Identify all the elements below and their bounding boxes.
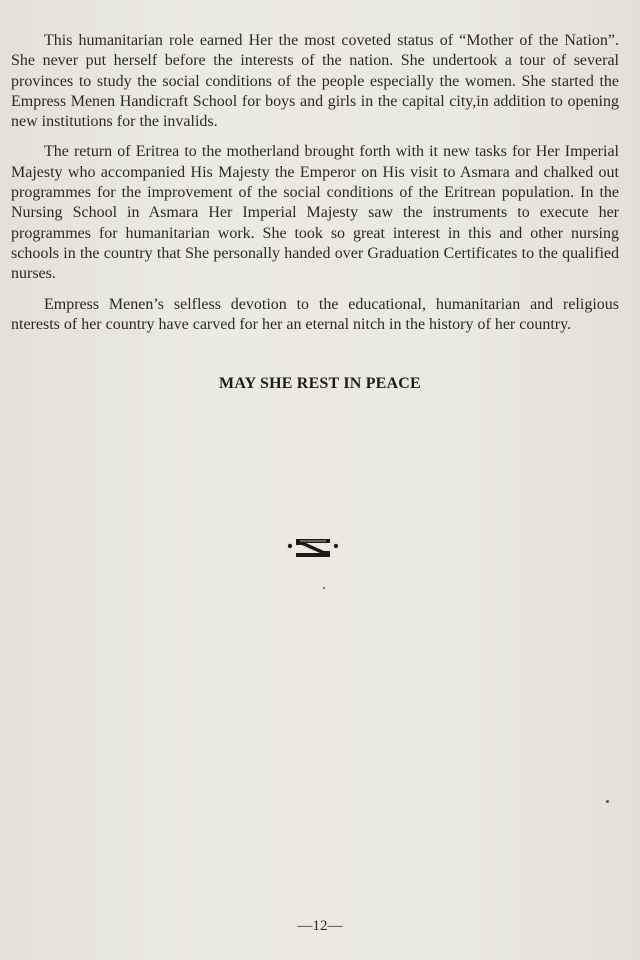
paragraph-devotion: Empress Menen’s selfless devotion to the educational, humanitarian and religious nterests of her country have carved for her an eternal nitch in the history of her country. [11, 295, 619, 333]
paragraph-mother-of-nation: This humanitarian role earned Her the most coveted status of “Mother of the Nation”. She never put herself before the interests of the nation. She undertook a tour of several provinces to study the social conditions of the people especially the women. She started the Empress Menen Handicraft School for boys and girls in the capital city,in addition to opening new institutions for the invalids. [11, 32, 619, 131]
paragraph-eritrea: The return of Eritrea to the motherland brought forth with it new tasks for Her Imperial Majesty who accompanied His Majesty the Emperor on His visit to Asmara and chalked out programmes for the improvement of the social conditions of the Eritrean population. In the Nursing School in Asmara Her Imperial Majesty saw the instruments to execute her programmes for humanitarian work. She took so great interest in this and other nursing schools in the country that She personally handed over Graduation Certificates to the qualified nurses. [11, 143, 619, 283]
decorative-ornament-icon [286, 535, 340, 561]
page-number: —12— [297, 918, 343, 934]
ink-speck [606, 800, 609, 803]
closing-heading: MAY SHE REST IN PEACE [219, 375, 421, 392]
body-text [11, 31, 619, 345]
ink-speck [323, 587, 325, 589]
